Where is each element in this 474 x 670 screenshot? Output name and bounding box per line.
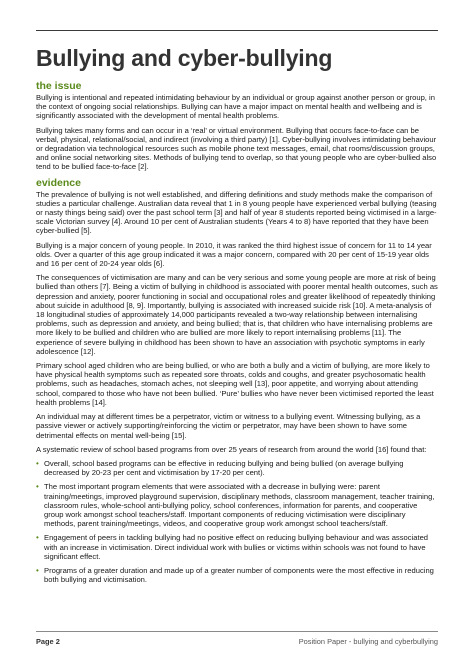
section-heading: the issue [36,80,82,92]
paragraph: A systematic review of school based programs from over 25 years of research from around the world [16] found that: [36,444,427,454]
list-item-text: Overall, school based programs can be effective in reducing bullying and being bullied (on average bullying decreased by 20-23 per cent and victimisation by 17-20 per cent). [44,458,404,478]
bullet-icon: • [36,458,39,468]
bullet-icon: • [36,565,39,575]
paragraph: Primary school aged children who are being bullied, or who are both a bully and a victim of bullying, are more likely to have physical health symptoms such as repeated sore throats, colds and coughs, and greater psychosomatic health problems, such as headaches, stomach aches, not sleeping well [13], poor appetite, and worrying about attending school, compared to those who have not been bullied. ‘Pure’ bullies who have never been victimised reported the least health problems [14]. [36,361,434,407]
paragraph: Bullying is a major concern of young people. In 2010, it was ranked the third highest issue of concern for 11 to 14 year olds. Over a quarter of this age group indicated it was a major concern, compared with 20 per cent of 15-19 year olds and 16 per cent of 20-24 year olds [6]. [36,240,432,269]
bullet-icon: • [36,533,39,543]
section-heading: evidence [36,176,81,189]
paragraph: Bullying is intentional and repeated intimidating behaviour by an individual or group against another person or group, in the context of ongoing social relationships. Bullying can have a major impact on mental health and wellbeing and is significantly associated with the development of mental health problems. [36,93,435,121]
footer-rule [36,631,438,632]
paragraph: The prevalence of bullying is not well established, and differing definitions and study methods make the comparison of studies a particular challenge. Australian data reveal that 1 in 8 young people have experienced verbal bullying (teasing or nasty things being said) over the past school term [3] and half of year 8 students reported being victimised in a large-scale Victorian survey [4]. Around 10 per cent of Australian students (Years 4 to 8) have reported that they have been cyber-bullied [5]. [36,189,437,236]
list-item-text: Programs of a greater duration and made up of a greater number of components were the most effective in reducing both bullying and victimisation. [44,565,434,585]
bullet-icon: • [36,482,39,492]
list-item [36,459,438,477]
title-top-rule [36,30,438,31]
list-item [36,566,438,584]
page-number: Page 2 [36,637,60,646]
footer-document-title: Position Paper - bullying and cyberbullying [298,637,438,646]
paragraph: The consequences of victimisation are many and can be very serious and some young people are more at risk of being bullied than others [7]. Being a victim of bullying in childhood is associated with poorer mental health outcomes, such as depression and anxiety, poorer functioning in social and occupational roles and greater likelihood of repeatedly thinking about suicide in adulthood [8, 9]. Importantly, bullying is associated with increased suicide risk [10]. A meta-analysis of 18 longitudinal studies of approximately 14,000 participants revealed a two-way relationship between internalising problems, such as depression and anxiety, and being bullied; that is, that children who have internalising problems are more likely to be bullied and children who are bullied are more likely to report internalising problems [11]. The experience of severe bullying in childhood has been shown to have an association with psychotic symptoms in early adolescence [12]. [36,273,438,356]
findings-list [36,459,438,584]
list-item-text: Engagement of peers in tackling bullying had no positive effect on reducing bullying behaviour and was associated with an increase in victimisation. Direct individual work with bullies or victims within schools was not found to have significant effect. [44,533,429,561]
main-content [36,80,438,589]
list-item [36,533,438,561]
page-footer [36,637,438,649]
section-the-issue [36,80,438,172]
list-item-text: The most important program elements that were associated with a decrease in bullying were: parent training/meetings, improved playground supervision, disciplinary methods, classroom management, teacher training, classroom rules, whole-school anti-bullying policy, school conferences, information for parents, and cooperative group work amongst school teachers/staff. Important components of reducing victimisation were disciplinary methods, parent training/meetings, videos, and cooperative group work amongst school teachers/staff. [44,482,435,529]
list-item [36,482,438,528]
section-evidence [36,177,438,585]
paragraph: Bullying takes many forms and can occur in a ‘real’ or virtual environment. Bullying that occurs face-to-face can be verbal, physical, relational/social, and indirect (involving a third party) [1]. Cyber-bullying involves intimidating behaviour or degradation via technological resources such as mobile phone text messages, email, chat rooms/discussion groups, and online social networking sites. Methods of bullying tend to overlap, so that young people who are cyber-bullied also tend to be bullied face-to-face [2]. [36,125,437,172]
paragraph: An individual may at different times be a perpetrator, victim or witness to a bullying event. Witnessing bullying, as a passive viewer or actively supporting/reinforcing the victim or perpetrator, may have been shown to have some detrimental effects on mental well-being [15]. [36,412,421,440]
page-title: Bullying and cyber-bullying [36,45,333,71]
